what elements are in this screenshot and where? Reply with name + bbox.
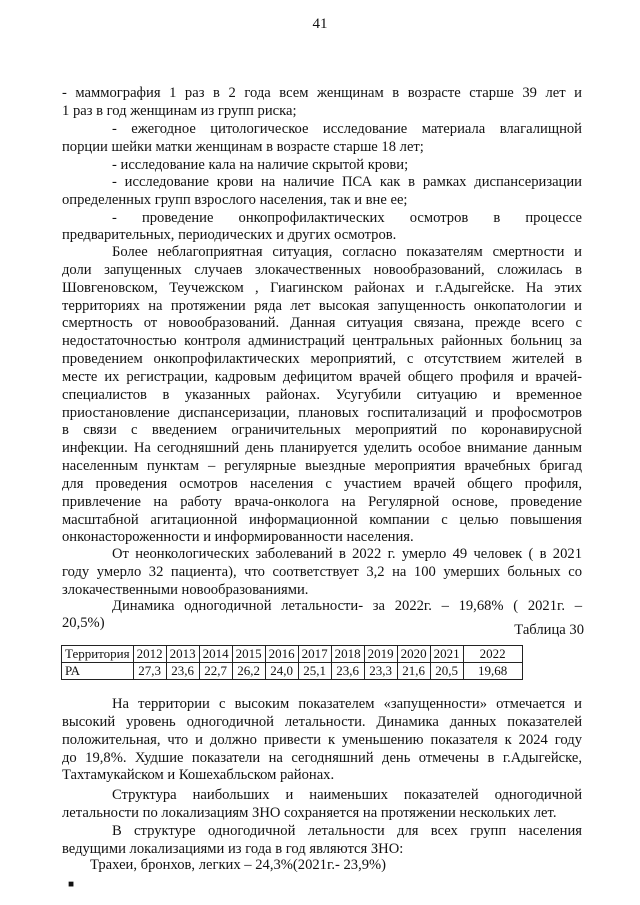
- text-line: Динамика одногодичной летальности- за 2022г. – 19,68% ( 2021г. –: [112, 598, 582, 614]
- text-line: порции шейки матки женщинам в возрасте старше 18 лет;: [62, 139, 424, 155]
- text-line: - исследование кала на наличие скрытой крови;: [112, 157, 409, 173]
- text-line: высокий уровень одногодичной летальности. Динамика данных показателей: [62, 714, 582, 730]
- bullet-icon: ■: [68, 879, 75, 890]
- table-header-cell: 2015: [232, 646, 265, 663]
- table-cell: 27,3: [133, 663, 166, 680]
- table-header-cell: 2013: [166, 646, 199, 663]
- text-line: Структура наибольших и наименьших показателей одногодичной: [112, 787, 582, 803]
- table-cell: 23,6: [166, 663, 199, 680]
- text-line: месте их регистрации, кадровым дефицитом врачей общего профиля и врачей-: [62, 369, 582, 385]
- table-cell: 22,7: [199, 663, 232, 680]
- table-header-cell: 2017: [298, 646, 331, 663]
- text-line: территориях на протяжении ряда лет высокая запущенность онкопатологии и: [62, 298, 582, 314]
- table-cell: 26,2: [232, 663, 265, 680]
- text-line: определенных групп взрослого населения, так и вне ее;: [62, 192, 408, 208]
- table-cell: 21,6: [397, 663, 430, 680]
- table-caption: Таблица 30: [514, 622, 584, 638]
- table-header-cell: 2021: [430, 646, 463, 663]
- table-header-cell: 2022: [463, 646, 522, 663]
- text-line: В структуре одногодичной летальности для всех групп населения: [112, 823, 582, 839]
- text-line: От неонкологических заболеваний в 2022 г. умерло 49 человек ( в 2021: [112, 546, 582, 562]
- text-line: предварительных, периодических и других осмотров.: [62, 227, 397, 243]
- text-line: - маммография 1 раз в 2 года всем женщинам в возрасте старше 39 лет и: [62, 85, 582, 101]
- table-header-cell: 2020: [397, 646, 430, 663]
- table-cell: 19,68: [463, 663, 522, 680]
- text-line: для проведения осмотров населения с участием врачей общего профиля,: [62, 476, 582, 492]
- table-cell: 24,0: [265, 663, 298, 680]
- text-line: доли запущенных случаев злокачественных новообразований, сложилась в: [62, 262, 582, 278]
- list-item: Трахеи, бронхов, легких – 24,3%(2021г.- 23,9%): [90, 857, 387, 873]
- text-line: до 19,8%. Худшие показатели на сегодняшний день отмечены в г.Адыгейске,: [62, 750, 582, 766]
- text-line: летальности по локализациям ЗНО сохраняется на протяжении нескольких лет.: [62, 805, 557, 821]
- text-line: проведением онкопрофилактических мероприятий, с отсутствием жителей в: [62, 351, 582, 367]
- text-line: - ежегодное цитологическое исследование материала влагалищной: [112, 121, 582, 137]
- text-line: инфекции. На сегодняшний день планируется уделить особое внимание данным: [62, 440, 582, 456]
- text-line: году умерло 32 пациента), что соответствует 3,2 на 100 умерших больных со: [62, 564, 582, 580]
- text-line: масштабной агитационной информационной компании с целью повышения: [62, 512, 582, 528]
- table-header-cell: Территория: [62, 646, 134, 663]
- table-row: [62, 663, 523, 680]
- text-line: - исследование крови на наличие ПСА как в рамках диспансеризации: [112, 174, 582, 190]
- table-header-cell: 2016: [265, 646, 298, 663]
- text-line: На территории с высоким показателем «запущенности» отмечается и: [112, 696, 582, 712]
- text-line: в связи с введением ограничительных мероприятий по коронавирусной: [62, 422, 582, 438]
- table-cell: 23,6: [331, 663, 364, 680]
- table-cell: РА: [62, 663, 134, 680]
- page-number: 41: [312, 16, 328, 32]
- text-line: приостановление диспансеризации, плановых госпитализаций и профосмотров: [62, 405, 582, 421]
- text-line: смертность от новообразований. Данная ситуация связана, прежде всего с: [62, 315, 582, 331]
- text-line: 1 раз в год женщинам из групп риска;: [62, 103, 297, 119]
- table-cell: 23,3: [364, 663, 397, 680]
- text-line: - проведение онкопрофилактических осмотров в процессе: [112, 210, 582, 226]
- table-cell: 20,5: [430, 663, 463, 680]
- text-line: населенным пунктам – регулярные выездные мероприятия врачебных бригад: [62, 458, 582, 474]
- text-line: 20,5%): [62, 615, 105, 631]
- text-line: Более неблагоприятная ситуация, согласно показателям смертности и: [112, 244, 582, 260]
- table-header-cell: 2018: [331, 646, 364, 663]
- text-line: онконастороженности и информированности населения.: [62, 529, 414, 545]
- text-line: злокачественными новообразованиями.: [62, 582, 309, 598]
- text-line: привлечение на работу врача-онколога на Регулярной основе, проведение: [62, 494, 582, 510]
- lethality-table: [61, 645, 523, 680]
- table-header-row: [62, 646, 523, 663]
- table-header-cell: 2019: [364, 646, 397, 663]
- text-line: положительная, что и должно привести к уменьшению показателя к 2024 году: [62, 732, 582, 748]
- table-cell: 25,1: [298, 663, 331, 680]
- text-line: ведущими локализациями из года в год являются ЗНО:: [62, 841, 404, 857]
- text-line: недостаточностью контроля администраций центральных районных больниц за: [62, 333, 582, 349]
- text-line: Шовгеновском, Теучежском , Гиагинском районах и г.Адыгейске. На этих: [62, 280, 582, 296]
- table-header-cell: 2014: [199, 646, 232, 663]
- text-line: специалистов в указанных районах. Усугубили ситуацию и временное: [62, 387, 582, 403]
- text-line: Тахтамукайском и Кошехабльском районах.: [62, 767, 335, 783]
- table-header-cell: 2012: [133, 646, 166, 663]
